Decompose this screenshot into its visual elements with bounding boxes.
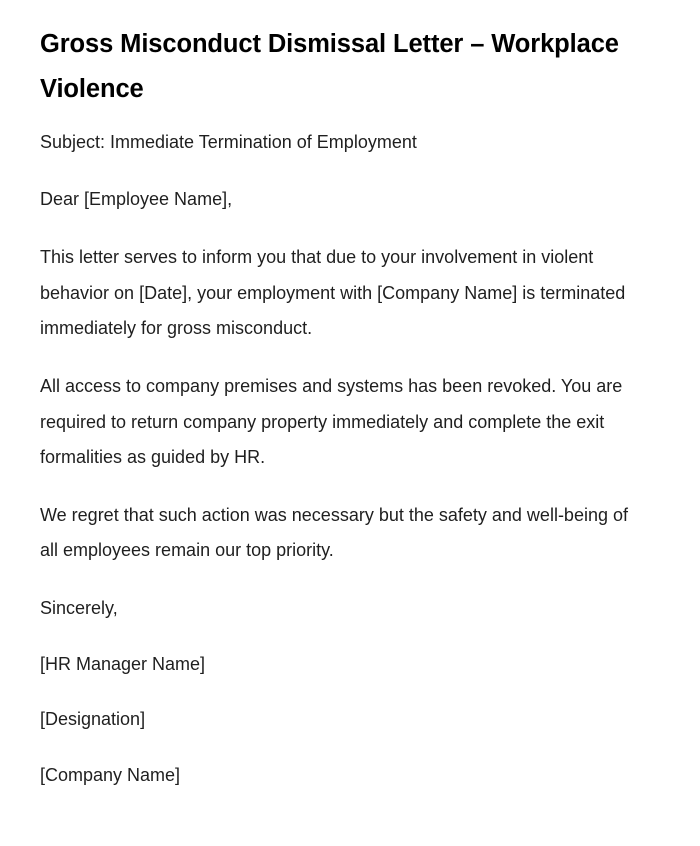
letter-subject-line: Subject: Immediate Termination of Employment bbox=[40, 132, 417, 152]
letter-body bbox=[40, 125, 638, 793]
letter-paragraph-1: This letter serves to inform you that due to your involvement in violent behavior on [Date], your employment with [Company Name] is terminated immediately for gross misconduct. bbox=[40, 247, 626, 339]
signature-company-name: [Company Name] bbox=[40, 764, 181, 785]
page-title: Gross Misconduct Dismissal Letter – Workplace Violence bbox=[40, 30, 619, 103]
letter-paragraph-3: We regret that such action was necessary but the safety and well-being of all employees remain our top priority. bbox=[40, 504, 628, 561]
signature-designation: [Designation] bbox=[40, 709, 146, 730]
signature-manager-name: [HR Manager Name] bbox=[40, 653, 206, 674]
letter-salutation: Dear [Employee Name], bbox=[40, 188, 233, 209]
letter-signoff: Sincerely, bbox=[40, 597, 118, 618]
letter-paragraph-2: All access to company premises and systems has been revoked. You are required to return company property immediately and complete the exit formalities as guided by HR. bbox=[40, 375, 623, 468]
